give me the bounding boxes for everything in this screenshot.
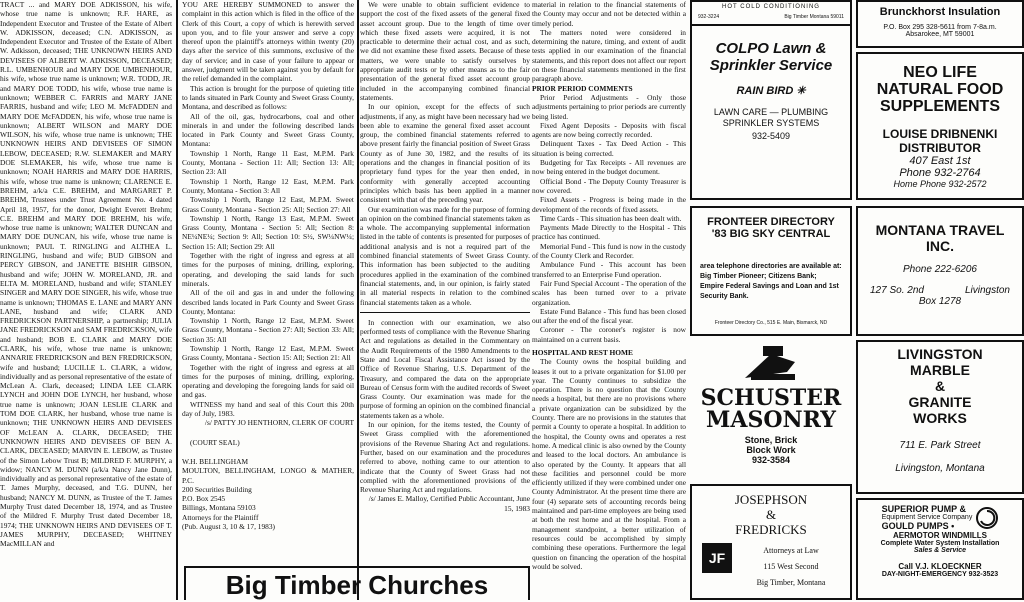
sprinkler-icon: ✳ — [796, 85, 806, 97]
rights-paragraph-2: Together with the right of ingress and egress at all times for the purposes of mining, drilling, exploring, operating and developing the foregoing lands for said oil and gas. — [182, 362, 354, 400]
mason-trowel-icon — [741, 344, 801, 382]
attorney-line: P.O. Box 2545 — [182, 494, 226, 504]
granite-title: GRANITE — [908, 394, 972, 410]
colpo-title: COLPO Lawn & Sprinkler Service — [709, 40, 833, 74]
comment-item: Ambulance Fund - This account has been transferred to an Enterprise Fund operation. — [532, 260, 686, 279]
colpo-small-row — [692, 10, 850, 24]
colpo-small-phone: 932-3224 — [698, 14, 720, 20]
josephson-details — [732, 543, 850, 591]
neolife-line-1: NEO LIFE — [903, 64, 977, 81]
josephson-city: Big Timber, Montana — [756, 578, 826, 587]
gould-pumps: GOULD PUMPS • — [881, 521, 955, 531]
comment-item: Fixed Assets - Progress is being made in the development of the records of fixed assets. — [532, 195, 686, 214]
montana-travel-inc: INC. — [926, 238, 954, 254]
montana-travel-address-row — [858, 275, 1022, 296]
township-1: Township 1 North, Range 11 East, M.P.M. Park County, Montana - Section 11: All; Section 13: All; Section 23: All — [182, 148, 354, 177]
works-title: WORKS — [913, 410, 967, 426]
township-4: Township 1 North, Range 13 East, M.P.M. Sweet Grass County, Montana - Section 5: All; Section 8: NE¼NE¼; Section 9: All; Section 10: S½, SW¼NW¼; Section 15: All; Section 29: All — [182, 213, 354, 251]
ampersand: & — [934, 378, 946, 394]
kloeckner-call: Call V.J. KLOECKNER — [898, 562, 982, 571]
hospital-paragraph: The County owns the hospital building and leases it out to a private organization for $1.00 per year. The County continues to subsidize the operation. There is no question that the County needs a hospital, but there are no provisions where a private organization can be subsidized by the County. There are no provisions in the statutes that permit a County to operate a hospital. In addition to the hospital, the County owns and operates a rest home. A medical clinic is also owned by the County and leased to the local doctors. An ambulance is also operated by the County. It appears that all these facilities and personnel could be more efficiently utilized if they were combined under one County Administrator. At the present time there are four (4) separate sets of accounting records being maintained and part-time employees are being used at both the rest home and at the hospital. From a management standpoint, a better utilization of resources could be accomplished by simply combining these operations. Furthermore the legal question on financing the operation of the hospital would be solved. — [532, 357, 686, 571]
colpo-phone: 932-5409 — [751, 131, 791, 141]
township-5: Township 1 North, Range 12 East, M.P.M. Sweet Grass County, Montana - Section 27: All; Section 33: All; Section 35: All — [182, 316, 354, 344]
summons-column — [182, 0, 354, 600]
josephson-fredricks-ad — [690, 484, 852, 600]
section-heading: HOSPITAL AND REST HOME — [532, 347, 633, 357]
audit-report-column — [360, 0, 530, 600]
fronteer-title: FRONTEER DIRECTORY — [707, 216, 835, 228]
audit-paragraph: In connection with our examination, we also performed tests of compliance with the Revenue Sharing Act and regulations as detailed in the Commentary on the Audit Requirements of the 1980 Amendments to the State and Local Fiscal Assistance Act issued by the Office of Revenue Sharing, U.S. Department of the Treasury, and compared the data on the appropriate Bureau of Census form with the audited records of Sweet Grass County. Our examination was made for the purpose of forming an opinion on the combined financial statements taken as a whole. — [360, 317, 530, 420]
comment-item: Coroner - The coroner's register is now maintained on a current basis. — [532, 325, 686, 344]
schuster-services-2: Block Work — [746, 445, 796, 455]
schuster-title: SCHUSTER — [700, 385, 842, 411]
montana-travel-phone: Phone 222-6206 — [903, 264, 977, 275]
louise-phone: Phone 932-2764 — [899, 167, 981, 179]
churches-banner: Big Timber Churches — [184, 566, 530, 600]
louise-address: 407 East 1st — [909, 155, 971, 167]
system-installation: Complete Water System Installation — [880, 540, 1000, 547]
neolife-ad — [856, 52, 1024, 200]
clerk-signature: /s/ PATTY JO HENTHORN, CLERK OF COURT — [204, 418, 354, 428]
louise-role: DISTRIBUTOR — [899, 141, 981, 155]
attorney-line: Billings, Montana 59103 — [182, 503, 256, 513]
montana-travel-ad — [856, 206, 1024, 336]
fronteer-subtitle: '83 BIG SKY CENTRAL — [711, 228, 831, 240]
audit-paragraph: material in relation to the financial statements of the County may occur and not be detected within a timely period. — [532, 0, 686, 28]
comment-item: Estate Fund Balance - This fund has been closed out after the end of the fiscal year. — [532, 306, 686, 326]
brunckhorst-ad — [856, 0, 1024, 48]
louise-home-phone: Home Phone 932-2572 — [893, 179, 987, 189]
defendants-text: TRACT ... and MARY DOE ADKISSON, his wife, whose true name is unknown; R.F. HARE, as Independent Executor and Trustee of the Estate of Albert W. ADKISSON, deceased; C.N. ADKISSON, as Independent Executor and Trustee of the Estate of Albert W. Adkisson, deceased; THE UNKNOWN HEIRS AND DEVISEES OF ALBERT W. ADKISSON, DECEASED; R.L. UMBENHOUR and MARY DOE UMBENHOUR, his wife, whose true name is unknown; W.R. TODD, JR. and MARY DOE TODD, his wife, whose true name is unknown; WEBBER C. FARRIS and MARY JANE FARRIS, husband and wife; LEO M. McFADDEN and MARY DOE McFADDEN, his wife, whose true name is unknown; ALBERT WILSON and MARY DOE WILSON, his wife, whose true name is unknown; THE UNKNOWN HEIRS AND DEVISEES OF SIMON LEBOW, DECEASED; R.W. SLEMAKER and MARY DOE SLEMAKER, his wife, whose true name is unknown; NOAH HARRIS and MARY DOE HARRIS, his wife, whose true name is unknown; CLARENCE E. BREHM, a/k/a C.E. BREHM, and MARGARET P. BREHM, Trustees under Trust Agreement No. 4 dated April 18, 1957, for the donor, Dwight Everett Brehm; C.E. BREHM and MARY DOE BREHM, his wife, whose true name is unknown; WALTER DUNCAN and MARY DOE DUNCAN, his wife, whose true name is unknown; PAUL T. RINGLING and ALTHEA L. RINGLING, husband and wife; BUD GIBSON and PERCY GIBSON, and JANETTE BISHIR GIBSON, husband and wife; JOHN W. MORELAND, JR. and ELTA M. MORELAND, husband and wife; STANLEY SINGER and MARY DOE SINGER, his wife, whose true name is unknown; THOMAS E. LANE and MARY ANN LANE, husband and wife; CLARK AND FREDRICKSON PARTNERSHIP, a partnership; JULIA JANE FREDRICKSON and SAM FREDRICKSON, wife and husband; BOB E. CLARK and MARY DOE CLARK, his wife, whose true name is unknown; ANNARIE FREDRICKSON and BEN FREDRICKSON, wife and husband; LUCILLE L. CLARK, a widow, individually and as personal representative of the estate of McLean A. Clark, deceased; LINDA LEE CLARK LYNCH and JOHN DOE LYNCH, her husband, whose true name is unknown; JOAN LESLIE CLARK and TOM DOE CLARK, her husband, whose true name is unknown; THE UNKNOWN HEIRS AND DEVISEES OF McLEAN A. CLARK, DECEASED; THE UNKNOWN HEIRS AND DEVISEES OF BEN A. CLARK, DECEASED; MARVIN E. LEBOW, as Trustee of the Simon Lebow Trust B; MILDRED F. MURPHY, a widow; NANCY M. DUNN (a/k/a Nancy Jane Dunn), individually and as personal representative of the estate of T. James Murphy, deceased, and T.G. DUNN, her husband; NANCY M. DUNN, as Trustee of the T. James Murphy Trust dated December 18, 1974, and as Trustee of the Mildred F. Murphy Trust dated December 18, 1974; THE UNKNOWN HEIRS AND DEVISEES OF T. JAMES MURPHY, DECEASED; WHITNEY MacMILLAN and — [0, 0, 172, 549]
josephson-role: Attorneys at Law — [763, 546, 819, 555]
attorney-line: Attorneys for the Plaintiff — [182, 512, 259, 522]
superior-pump-header — [858, 504, 1022, 531]
rainbird-text: RAIN BIRD — [736, 85, 794, 97]
livingston-city: Livingston, Montana — [895, 463, 985, 474]
emergency-phone: DAY-NIGHT-EMERGENCY 932-3523 — [881, 571, 999, 578]
comment-item: Time Cards - This situation has been dealt with. — [540, 213, 682, 223]
livingston-marble-ad — [856, 340, 1024, 494]
township-3: Township 1 North, Range 12 East, M.P.M. Sweet Grass County, Montana - Section 25: All; Section 27: All — [182, 195, 354, 214]
township-2: Township 1 North, Range 12 East, M.P.M. Park County, Montana - Section 3: All — [182, 176, 354, 195]
colpo-ad — [690, 0, 852, 200]
montana-travel-address: 127 So. 2nd — [870, 285, 924, 296]
brunckhorst-title: Brunckhorst Insulation — [879, 6, 1001, 18]
fronteer-body: area telephone directories are available at: Big Timber Pioneer; Citizens Bank; Empire Federal Savings and Loan and 1st Security Bank. — [700, 263, 842, 300]
neolife-line-2: NATURAL FOOD — [876, 81, 1004, 98]
audit-comments-column — [532, 0, 686, 600]
audit-paragraph: In our opinion, for the items tested, the County of Sweet Grass complied with the aforementioned provisions of the Revenue Sharing Act and regulations. Further, based on our examination and the procedures referred to above, nothing came to our attention to indicate that the County of Sweet Grass had not complied with the aforementioned provisions of the Revenue Sharing Act and regulations. — [360, 420, 530, 495]
rights-paragraph: Together with the right of ingress and egress at all times for the purposes of mining, drilling, exploring, operating, and developing the said lands for such minerals. — [182, 251, 354, 288]
audit-paragraph: The matters noted were considered in determining the nature, timing, and extent of audit tests applied in our examination of the financial statements, and this report does not affect our report on these financial statements mentioned in the first paragraph above. — [532, 27, 686, 84]
comment-item: Payments Made Directly to the Hospital - This practice has continued. — [532, 223, 686, 242]
superior-pump-names — [882, 504, 973, 531]
summons-paragraph: YOU ARE HEREBY SUMMONED to answer the complaint in this action which is filed in the office of the Clerk of this Court, a copy of which is herewith served upon you, and to file your answer and serve a copy thereof upon the plaintiff's attorneys within twenty (20) days after the service of this summons, exclusive of the day of service; and in case of your failure to appear or answer, judgment will be taken against you by default for the relief demanded in the complaint. — [182, 0, 354, 84]
accountant-signature: /s/ James E. Malloy, Certified Public Accountant, June 15, 1983 — [368, 494, 530, 513]
colpo-top-line: HOT COLD CONDITIONING — [722, 4, 820, 10]
advertisements — [690, 0, 1024, 600]
montana-travel-city: Livingston — [964, 285, 1010, 296]
attorney-line: MOULTON, BELLINGHAM, LONGO & MATHER, P.C. — [182, 466, 354, 485]
comment-item: Delinquent Taxes - Tax Deed Action - This situation is being corrected. — [532, 139, 686, 158]
superior-pump-subtitle: Equipment Service Company — [881, 514, 973, 521]
colpo-services: LAWN CARE — PLUMBING SPRINKLER SYSTEMS — [713, 107, 829, 128]
livingston-address: 711 E. Park Street — [899, 440, 981, 451]
divider — [692, 24, 850, 26]
lands-paragraph: All of the oil and gas in and under the following described lands located in Park County and Sweet Grass County, Montana: — [182, 288, 354, 316]
schuster-ad — [690, 340, 852, 480]
marble-title: MARBLE — [910, 362, 970, 378]
column-divider — [357, 0, 359, 600]
comment-item: Fair Fund Special Account - The operation of the scales has been turned over to a private organization. — [532, 278, 686, 307]
fredricks-name: FREDRICKS — [735, 522, 807, 537]
comment-item: Budgeting for Tax Receipts - All revenues are now being entered in the budget document. — [532, 158, 686, 177]
minerals-paragraph: All of the oil, gas, hydrocarbons, coal and other minerals in and under the following described lands located in Park County and Sweet Grass County, Montana: — [182, 111, 354, 149]
attorney-line: 200 Securities Building — [182, 484, 252, 494]
audit-paragraph: We were unable to obtain sufficient evidence to support the cost of the fixed assets of the general fixed asset account group. Due to the length of time over which these fixed assets were acquired, it is not practicable to determine their actual cost, and as such, we did not examine these fixed assets. Because of these matters, we were unable to satisfy ourselves by appropriate audit tests or by other means as to the fair presentation of the general fixed asset account group included in the accompanying combined financial statements. — [360, 0, 530, 102]
attorney-line: W.H. BELLINGHAM — [182, 456, 249, 466]
montana-travel-box: Box 1278 — [918, 296, 962, 307]
colpo-small-address: Big Timber Montana 59011 — [784, 14, 844, 20]
section-divider — [360, 312, 530, 313]
legal-notice-defendants-column — [0, 0, 172, 600]
pump-logo-icon — [976, 507, 998, 529]
louise-name: LOUISE DRIBNENKI — [882, 127, 998, 141]
aermotor-windmills: AERMOTOR WINDMILLS — [892, 531, 988, 540]
comment-item: Prior Period Adjustments - Only those adjustments pertaining to prior periods are currently being listed. — [532, 92, 686, 121]
neolife-line-3: SUPPLEMENTS — [879, 98, 1000, 115]
josephson-address: 115 West Second — [763, 562, 819, 571]
column-divider — [176, 0, 178, 600]
comment-item: Official Bond - The Deputy County Treasurer is now covered. — [532, 176, 686, 195]
schuster-services-1: Stone, Brick — [744, 435, 798, 445]
section-heading: PRIOR PERIOD COMMENTS — [532, 83, 633, 93]
witness-paragraph: WITNESS my hand and seal of this Court this 20th day of July, 1983. — [182, 399, 354, 419]
purpose-paragraph: This action is brought for the purpose of quieting title to lands situated in Park County and Sweet Grass County, Montana, and described as follows: — [182, 83, 354, 112]
comment-item: Fixed Agent Deposits - Deposits with fiscal agents are now being correctly recorded. — [532, 120, 686, 140]
superior-pump-ad — [856, 498, 1024, 600]
township-6: Township 1 North, Range 12 East, M.P.M. Sweet Grass County, Montana - Section 15: All; Section 21: All — [182, 343, 354, 363]
montana-travel-title: MONTANA TRAVEL — [875, 222, 1005, 238]
schuster-title-2: MASONRY — [706, 407, 836, 433]
court-seal: (COURT SEAL) — [190, 437, 240, 447]
jf-logo: JF — [702, 543, 732, 573]
rainbird-logo — [692, 84, 850, 97]
comment-item: Memorial Fund - This fund is now in the custody of the County Clerk and Recorder. — [532, 241, 686, 261]
sales-service: Sales & Service — [913, 547, 967, 554]
schuster-phone: 932-3584 — [751, 455, 791, 465]
fronteer-footer: Fronteer Directory Co., 515 E. Main, Bismarck, ND — [714, 320, 828, 326]
brunckhorst-city: Absarokee, MT 59001 — [905, 31, 975, 38]
publication-dates: (Pub. August 3, 10 & 17, 1983) — [182, 522, 276, 532]
fronteer-ad — [690, 206, 852, 336]
livingston-title: LIVINGSTON — [897, 346, 983, 362]
brunckhorst-address: P.O. Box 295 328-5611 from 7-8a.m. — [883, 24, 997, 31]
ampersand: & — [765, 507, 777, 522]
audit-paragraph: Our examination was made for the purpose of forming an opinion on the combined financial statements taken as a whole. The accompanying supplemental information listed in the table of contents is presented for purposes of additional analysis and is not a required part of the combined financial statements of Sweet Grass County. This information has been subjected to the auditing procedures applied in the examination of the combined financial statements, and, in our opinion, is fairly stated in all material respects in relation to the combined financial statements taken as a whole. — [360, 204, 530, 307]
superior-pump-title: SUPERIOR PUMP & — [881, 504, 967, 514]
josephson-name: JOSEPHSON — [734, 492, 808, 507]
audit-paragraph: In our opinion, except for the effects of such adjustments, if any, as might have been necessary had we been able to examine the general fixed asset account group, the combined financial statements referred to above present fairly the financial position of Sweet Grass County as of June 30, 1982, and the results of its operations and the changes in financial position of its proprietary fund types for the year then ended, in conformity with generally accepted accounting principles which basis has been applied in a manner consistent with that of the preceding year. — [360, 102, 530, 205]
josephson-body — [692, 543, 850, 591]
